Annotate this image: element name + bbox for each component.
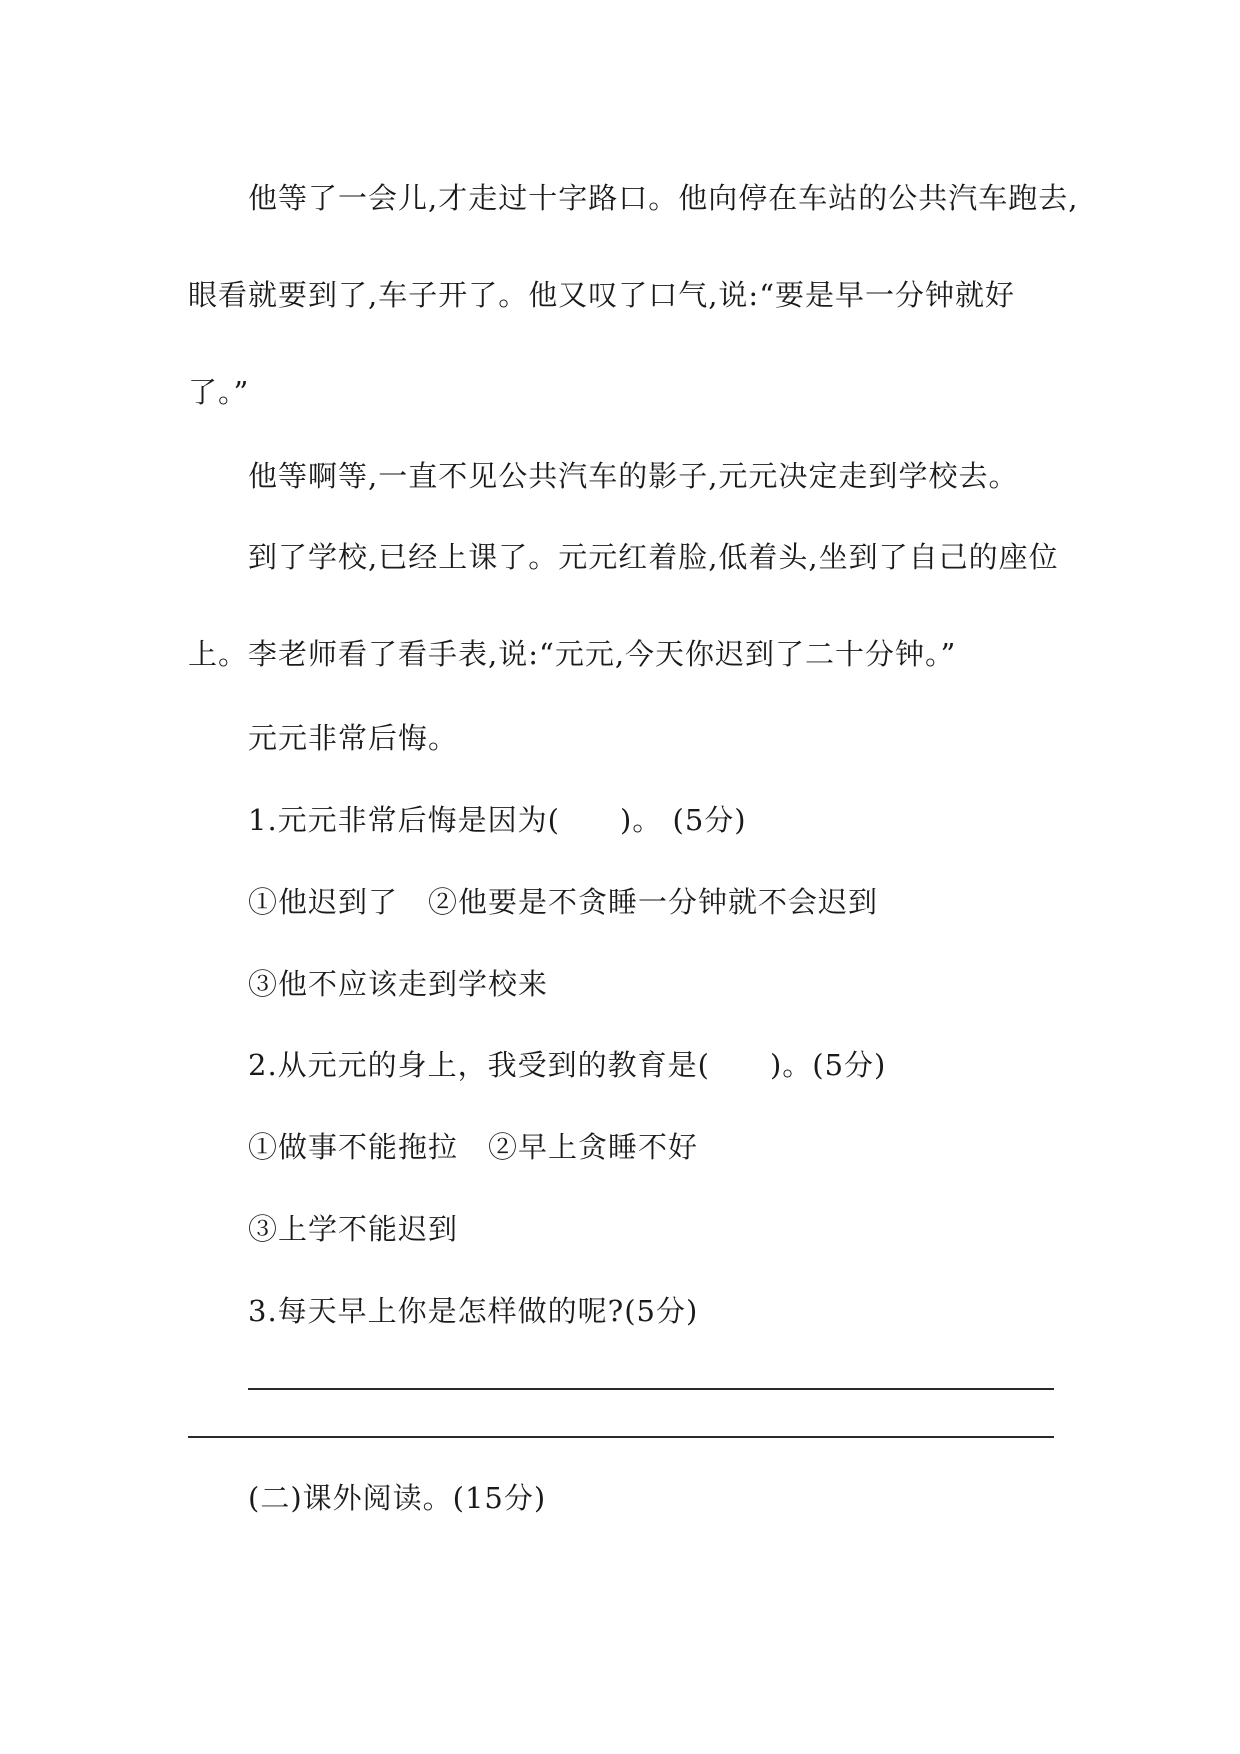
passage-line: 到了学校,已经上课了。元元红着脸,低着头,坐到了自己的座位 xyxy=(248,540,1059,574)
question-2-option: ③上学不能迟到 xyxy=(248,1212,459,1246)
passage-line: 上。李老师看了看手表,说:“元元,今天你迟到了二十分钟。” xyxy=(188,637,957,671)
question-3-prompt: 3.每天早上你是怎样做的呢?(5分) xyxy=(248,1294,699,1328)
question-1-option: ①他迟到了 ②他要是不贪睡一分钟就不会迟到 xyxy=(248,885,879,919)
passage-line: 眼看就要到了,车子开了。他又叹了口气,说:“要是早一分钟就好 xyxy=(188,278,1016,312)
section-heading: (二)课外阅读。(15分) xyxy=(248,1481,547,1515)
passage-line: 他等了一会儿,才走过十字路口。他向停在车站的公共汽车跑去, xyxy=(248,181,1079,215)
question-1-prompt: 1.元元非常后悔是因为( )。 (5分) xyxy=(248,803,747,837)
answer-line xyxy=(248,1388,1054,1390)
answer-line xyxy=(188,1436,1054,1438)
passage-line: 元元非常后悔。 xyxy=(248,721,459,755)
passage-line: 了。” xyxy=(188,375,250,409)
question-2-option: ①做事不能拖拉 ②早上贪睡不好 xyxy=(248,1130,699,1164)
question-1-option: ③他不应该走到学校来 xyxy=(248,967,549,1001)
question-2-prompt: 2.从元元的身上，我受到的教育是( )。(5分) xyxy=(248,1048,887,1082)
passage-line: 他等啊等,一直不见公共汽车的影子,元元决定走到学校去。 xyxy=(248,459,1019,493)
